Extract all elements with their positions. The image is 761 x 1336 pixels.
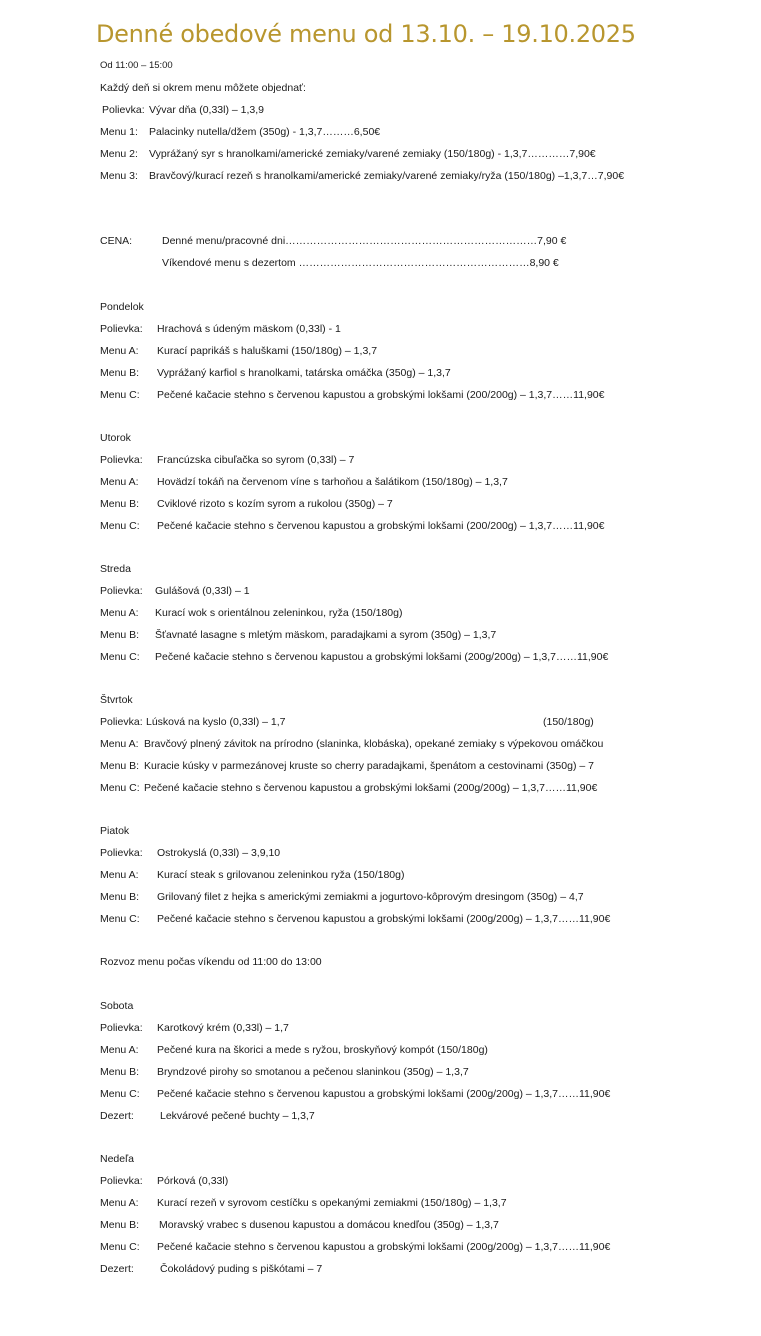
row-text: Ostrokyslá (0,33l) – 3,9,10 bbox=[157, 847, 281, 859]
menu-row bbox=[100, 890, 584, 904]
menu-row bbox=[100, 322, 341, 336]
menu-row bbox=[100, 737, 604, 751]
row-text: Pečené kačacie stehno s červenou kapustou a grobskými lokšami (200/200g) – 1,3,7……11,90€ bbox=[157, 520, 605, 532]
row-text: Kuracie kúsky v parmezánovej kruste so cherry paradajkami, špenátom a cestovinami (350g) – 7 bbox=[144, 760, 594, 772]
menu-row bbox=[100, 453, 355, 467]
standing-row bbox=[102, 103, 264, 117]
row-label: Menu C: bbox=[100, 651, 140, 663]
row-label: Menu B: bbox=[100, 498, 140, 510]
menu-row bbox=[100, 1218, 499, 1232]
menu-row bbox=[100, 606, 403, 620]
menu-row bbox=[100, 1240, 611, 1254]
row-label: Polievka: bbox=[100, 454, 143, 466]
row-label: Menu C: bbox=[100, 782, 140, 794]
row-label: Menu A: bbox=[100, 1197, 139, 1209]
menu-row bbox=[100, 868, 405, 882]
opening-hours: Od 11:00 – 15:00 bbox=[100, 60, 173, 71]
row-text: Kurací wok s orientálnou zeleninkou, ryža (150/180g) bbox=[155, 607, 403, 619]
row-label: Menu B: bbox=[100, 367, 140, 379]
row-text: Vyprážaný karfiol s hranolkami, tatárska omáčka (350g) – 1,3,7 bbox=[157, 367, 451, 379]
menu-row bbox=[100, 1109, 315, 1123]
row-label: Menu A: bbox=[100, 1044, 139, 1056]
row-text: Pečené kačacie stehno s červenou kapustou a grobskými lokšami (200g/200g) – 1,3,7……11,90€ bbox=[144, 782, 598, 794]
day-heading: Pondelok bbox=[100, 301, 144, 313]
portion-note: (150/180g) bbox=[543, 716, 594, 728]
page-title: Denné obedové menu od 13.10. – 19.10.2025 bbox=[96, 20, 636, 48]
row-label: Menu C: bbox=[100, 1241, 140, 1253]
row-text: Lúsková na kyslo (0,33l) – 1,7 bbox=[146, 716, 286, 728]
day-heading: Sobota bbox=[100, 1000, 134, 1012]
row-text: Bravčový/kurací rezeň s hranolkami/americké zemiaky/varené zemiaky/ryža (150/180g) –1,3,7…7,90€ bbox=[149, 170, 625, 182]
row-text: Cviklové rizoto s kozím syrom a rukolou (350g) – 7 bbox=[157, 498, 393, 510]
row-text: Vývar dňa (0,33l) – 1,3,9 bbox=[149, 104, 264, 116]
row-text: Pečené kačacie stehno s červenou kapustou a grobskými lokšami (200/200g) – 1,3,7……11,90€ bbox=[157, 389, 605, 401]
menu-row bbox=[100, 1065, 469, 1079]
menu-row bbox=[100, 781, 598, 795]
row-label: Polievka: bbox=[102, 104, 145, 116]
menu-row bbox=[100, 1043, 488, 1057]
day-heading: Streda bbox=[100, 563, 131, 575]
menu-row bbox=[100, 475, 508, 489]
row-text: Lekvárové pečené buchty – 1,3,7 bbox=[160, 1110, 315, 1122]
row-label: Menu C: bbox=[100, 389, 140, 401]
row-label: Menu A: bbox=[100, 607, 139, 619]
row-text: Pečené kura na škorici a mede s ryžou, broskyňový kompót (150/180g) bbox=[157, 1044, 488, 1056]
day-heading: Piatok bbox=[100, 825, 130, 837]
row-label: Dezert: bbox=[100, 1263, 134, 1275]
row-label: Polievka: bbox=[100, 1175, 143, 1187]
row-label: Menu 2: bbox=[100, 148, 138, 160]
row-text: Hrachová s údeným mäskom (0,33l) - 1 bbox=[157, 323, 341, 335]
row-label: Polievka: bbox=[100, 1022, 143, 1034]
row-text: Pórková (0,33l) bbox=[157, 1175, 229, 1187]
menu-row bbox=[100, 584, 250, 598]
menu-row bbox=[100, 628, 497, 642]
row-text: Pečené kačacie stehno s červenou kapustou a grobskými lokšami (200g/200g) – 1,3,7……11,90€ bbox=[157, 913, 611, 925]
menu-row bbox=[100, 1196, 507, 1210]
row-text: Palacinky nutella/džem (350g) - 1,3,7………6,50€ bbox=[149, 126, 381, 138]
weekend-note: Rozvoz menu počas víkendu od 11:00 do 13:00 bbox=[100, 956, 322, 968]
row-label: Menu A: bbox=[100, 476, 139, 488]
row-label: Menu 1: bbox=[100, 126, 138, 138]
menu-row bbox=[100, 1021, 289, 1035]
row-text: Pečené kačacie stehno s červenou kapustou a grobskými lokšami (200g/200g) – 1,3,7……11,90€ bbox=[157, 1241, 611, 1253]
price-weekend: Víkendové menu s dezertom …………………………………………………………8,90 € bbox=[162, 257, 559, 269]
row-label: Menu A: bbox=[100, 345, 139, 357]
day-heading: Nedeľa bbox=[100, 1153, 135, 1165]
row-text: Bravčový plnený závitok na prírodno (slaninka, klobáska), opekané zemiaky s výpekovou omáčkou bbox=[144, 738, 604, 750]
row-text: Hovädzí tokáň na červenom víne s tarhoňou a šalátikom (150/180g) – 1,3,7 bbox=[157, 476, 508, 488]
menu-row bbox=[100, 366, 451, 380]
row-label: Menu B: bbox=[100, 760, 140, 772]
standing-row bbox=[100, 125, 381, 139]
menu-row bbox=[100, 344, 378, 358]
menu-row bbox=[100, 846, 281, 860]
row-label: Polievka: bbox=[100, 716, 143, 728]
row-label: Menu C: bbox=[100, 913, 140, 925]
row-label: Polievka: bbox=[100, 585, 143, 597]
menu-row bbox=[100, 497, 393, 511]
menu-row bbox=[100, 1262, 323, 1276]
row-text: Kurací paprikáš s haluškami (150/180g) – 1,3,7 bbox=[157, 345, 378, 357]
row-text: Francúzska cibuľačka so syrom (0,33l) – 7 bbox=[157, 454, 355, 466]
row-text: Kurací rezeň v syrovom cestíčku s opekanými zemiakmi (150/180g) – 1,3,7 bbox=[157, 1197, 507, 1209]
row-text: Grilovaný filet z hejka s americkými zemiakmi a jogurtovo-kôprovým dresingom (350g) – 4,7 bbox=[157, 891, 584, 903]
row-text: Vyprážaný syr s hranolkami/americké zemiaky/varené zemiaky (150/180g) - 1,3,7…………7,90€ bbox=[149, 148, 596, 160]
row-text: Bryndzové pirohy so smotanou a pečenou slaninkou (350g) – 1,3,7 bbox=[157, 1066, 469, 1078]
row-label: Menu B: bbox=[100, 629, 140, 641]
row-label: Menu B: bbox=[100, 891, 140, 903]
menu-row bbox=[100, 388, 605, 402]
row-label: Menu B: bbox=[100, 1066, 140, 1078]
row-label: Menu C: bbox=[100, 520, 140, 532]
standing-row bbox=[100, 169, 625, 183]
row-text: Gulášová (0,33l) – 1 bbox=[155, 585, 250, 597]
price-label: CENA: bbox=[100, 235, 133, 247]
day-heading: Utorok bbox=[100, 432, 131, 444]
menu-row bbox=[100, 650, 609, 664]
row-text: Pečené kačacie stehno s červenou kapustou a grobskými lokšami (200g/200g) – 1,3,7……11,90€ bbox=[155, 651, 609, 663]
row-label: Menu B: bbox=[100, 1219, 140, 1231]
standing-row bbox=[100, 147, 596, 161]
row-label: Menu A: bbox=[100, 869, 139, 881]
menu-row bbox=[100, 1174, 229, 1188]
row-label: Menu C: bbox=[100, 1088, 140, 1100]
row-label: Dezert: bbox=[100, 1110, 134, 1122]
row-text: Moravský vrabec s dusenou kapustou a domácou knedľou (350g) – 1,3,7 bbox=[159, 1219, 499, 1231]
row-label: Menu 3: bbox=[100, 170, 138, 182]
row-text: Šťavnaté lasagne s mletým mäskom, paradajkami a syrom (350g) – 1,3,7 bbox=[155, 629, 497, 641]
menu-row bbox=[100, 759, 594, 773]
menu-row bbox=[100, 519, 605, 533]
intro-text: Každý deň si okrem menu môžete objednať: bbox=[100, 82, 306, 94]
row-label: Polievka: bbox=[100, 847, 143, 859]
price-weekday: Denné menu/pracovné dni………………………………………………………………7,90 € bbox=[162, 235, 567, 247]
menu-row bbox=[100, 715, 286, 729]
row-text: Kurací steak s grilovanou zeleninkou ryža (150/180g) bbox=[157, 869, 405, 881]
row-text: Karotkový krém (0,33l) – 1,7 bbox=[157, 1022, 289, 1034]
row-text: Pečené kačacie stehno s červenou kapustou a grobskými lokšami (200g/200g) – 1,3,7……11,90€ bbox=[157, 1088, 611, 1100]
menu-row bbox=[100, 912, 611, 926]
row-text: Čokoládový puding s piškótami – 7 bbox=[160, 1263, 323, 1275]
menu-row bbox=[100, 1087, 611, 1101]
row-label: Menu A: bbox=[100, 738, 139, 750]
row-label: Polievka: bbox=[100, 323, 143, 335]
day-heading: Štvrtok bbox=[100, 694, 133, 706]
price-row bbox=[100, 234, 567, 248]
